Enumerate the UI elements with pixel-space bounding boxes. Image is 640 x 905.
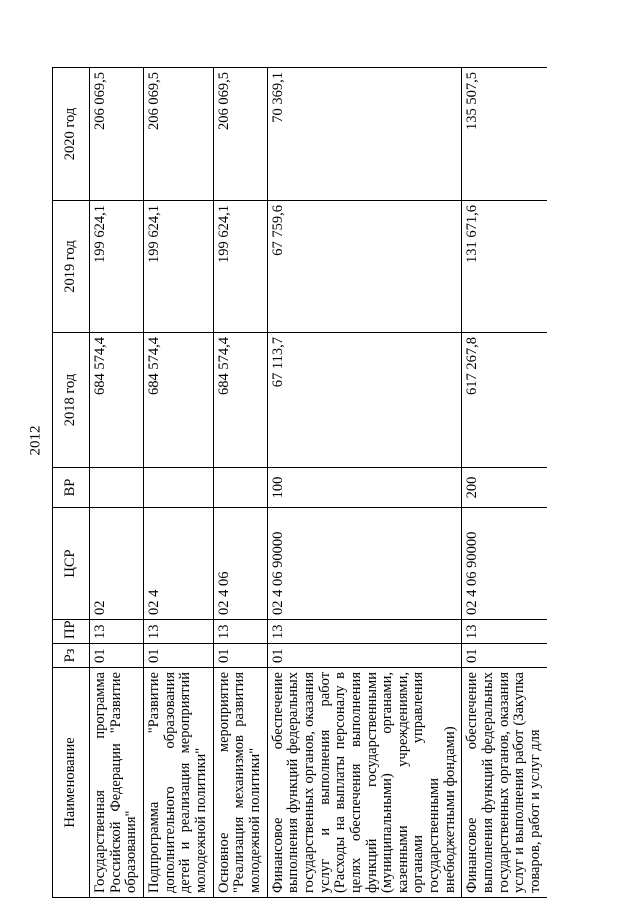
row-vr: 100 (267, 468, 462, 508)
header-vr: ВР (53, 468, 90, 508)
page-number: 2012 (27, 425, 44, 456)
row-csr: 02 4 06 (213, 508, 267, 620)
row-vr (143, 468, 213, 508)
row-2018: 617 267,8 (462, 333, 547, 468)
row-pr: 13 (462, 620, 547, 644)
table-header-row (53, 68, 90, 898)
table-row (267, 68, 462, 898)
header-name: Наименование (53, 668, 90, 898)
row-name: Финансовое обеспечение выполнения функций федеральных государственных органов, оказания услуг и выполнения работ (Закупка товаров, работ и услуг для (462, 668, 547, 898)
row-csr: 02 (90, 508, 144, 620)
table-row (213, 68, 267, 898)
row-pr: 13 (90, 620, 144, 644)
table-row (462, 68, 547, 898)
row-2019: 131 671,6 (462, 201, 547, 333)
row-csr: 02 4 06 90000 (267, 508, 462, 620)
row-vr (213, 468, 267, 508)
header-csr: ЦСР (53, 508, 90, 620)
row-rz: 01 (143, 644, 213, 668)
header-rz: Рз (53, 644, 90, 668)
row-2018: 684 574,4 (213, 333, 267, 468)
row-name: Финансовое обеспечение выполнения функций федеральных государственных органов, оказания услуг и выполнения работ (Расходы на выплаты персоналу в целях обеспечения выполнения функций государственными (муниципальными) органами, казенными учреждениями, органами управления государственными внебюджетными фондами) (267, 668, 462, 898)
row-name: Государственная программа Российской Федерации "Развитие образования" (90, 668, 144, 898)
row-2020: 206 069,5 (90, 68, 144, 201)
row-2019: 199 624,1 (90, 201, 144, 333)
row-2020: 70 369,1 (267, 68, 462, 201)
table-row (143, 68, 213, 898)
row-rz: 01 (90, 644, 144, 668)
row-rz: 01 (213, 644, 267, 668)
row-name: Основное мероприятие "Реализация механизмов развития молодежной политики" (213, 668, 267, 898)
row-2018: 67 113,7 (267, 333, 462, 468)
table-row (90, 68, 144, 898)
rotated-page (52, 68, 594, 898)
budget-table (52, 67, 547, 898)
row-2020: 135 507,5 (462, 68, 547, 201)
row-2020: 206 069,5 (213, 68, 267, 201)
row-pr: 13 (143, 620, 213, 644)
row-2019: 199 624,1 (213, 201, 267, 333)
header-pr: ПР (53, 620, 90, 644)
row-2018: 684 574,4 (90, 333, 144, 468)
row-2019: 67 759,6 (267, 201, 462, 333)
row-pr: 13 (213, 620, 267, 644)
row-2018: 684 574,4 (143, 333, 213, 468)
row-2019: 199 624,1 (143, 201, 213, 333)
row-rz: 01 (267, 644, 462, 668)
row-pr: 13 (267, 620, 462, 644)
row-csr: 02 4 06 90000 (462, 508, 547, 620)
row-vr (90, 468, 144, 508)
row-vr: 200 (462, 468, 547, 508)
row-rz: 01 (462, 644, 547, 668)
header-2020: 2020 год (53, 68, 90, 201)
row-csr: 02 4 (143, 508, 213, 620)
row-name: Подпрограмма "Развитие дополнительного образования детей и реализация мероприятий молодежной политики" (143, 668, 213, 898)
row-2020: 206 069,5 (143, 68, 213, 201)
header-2019: 2019 год (53, 201, 90, 333)
header-2018: 2018 год (53, 333, 90, 468)
